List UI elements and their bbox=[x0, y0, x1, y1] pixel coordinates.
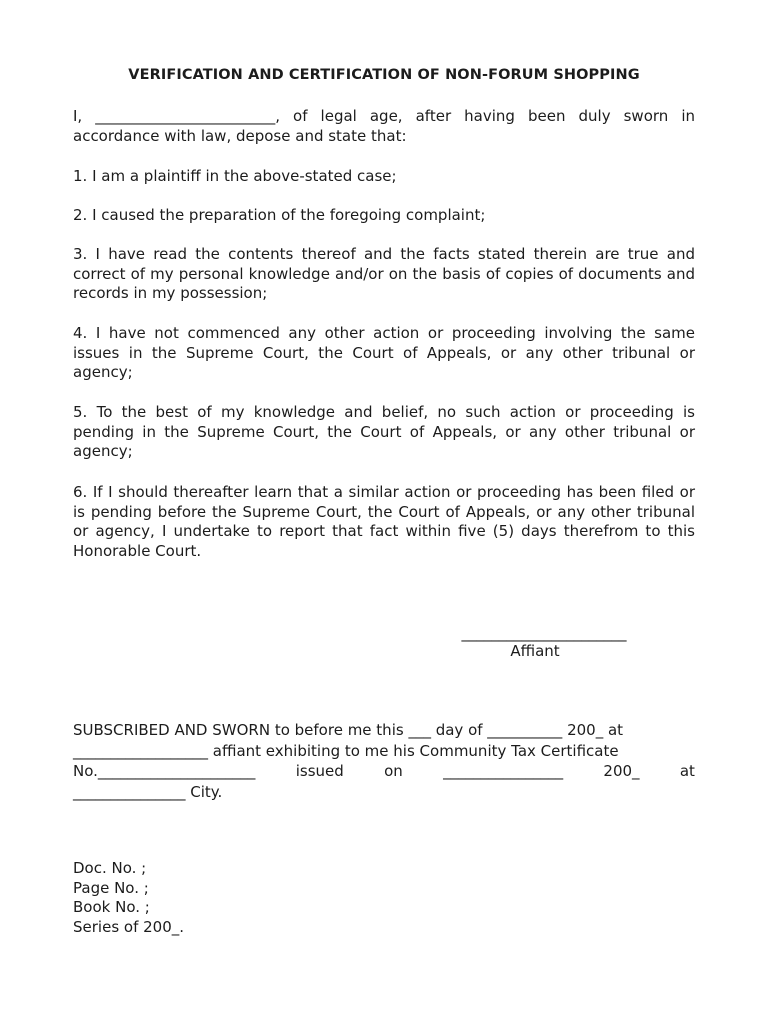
statement-3: 3. I have read the contents thereof and the facts stated therein are true and correct of my personal knowledge and/or on the basis of copies of documents and records in my possession; bbox=[73, 245, 695, 302]
series: Series of 200_. bbox=[73, 917, 185, 936]
statement-5: 5. To the best of my knowledge and belief, no such action or proceeding is pending in the Supreme Court, the Court of Appeals, or any other tribunal or agency; bbox=[73, 403, 695, 460]
doc-no: Doc. No. ; bbox=[73, 859, 147, 877]
jurat-line-4 bbox=[73, 782, 695, 803]
jurat-city: _______________ City. bbox=[73, 782, 223, 801]
jurat-line-2-text: __________________ affiant exhibiting to me his Community Tax Certificate bbox=[73, 741, 619, 760]
statement-4: 4. I have not commenced any other action or proceeding involving the same issues in the Supreme Court, the Court of Appeals, or any other tribunal or agency; bbox=[73, 324, 695, 381]
jurat-word-on: on bbox=[384, 762, 403, 780]
jurat-line-1-text: SUBSCRIBED AND SWORN to before me this ___ day of __________ 200_ at bbox=[73, 721, 624, 739]
notarial-register-block bbox=[73, 859, 184, 937]
jurat-line-2 bbox=[73, 741, 695, 762]
jurat-block bbox=[73, 720, 695, 802]
statement-2: 2. I caused the preparation of the foregoing complaint; bbox=[73, 206, 486, 224]
affiant-signature-line: ______________________ bbox=[461, 624, 627, 642]
book-no: Book No. ; bbox=[73, 898, 150, 916]
statement-6: 6. If I should thereafter learn that a similar action or proceeding has been filed or is pending before the Supreme Court, the Court of Appeals, or any other tribunal or agency, I undertake to report that fact within five (5) days therefrom to this Honorable Court. bbox=[73, 483, 695, 560]
jurat-word-issued: issued bbox=[295, 762, 344, 780]
jurat-ctc-number: No._____________________ bbox=[73, 762, 256, 780]
jurat-line-1 bbox=[73, 720, 695, 741]
jurat-issue-year: 200_ bbox=[603, 762, 640, 780]
page-no: Page No. ; bbox=[73, 878, 149, 897]
jurat-word-at: at bbox=[679, 762, 695, 780]
document-title: VERIFICATION AND CERTIFICATION OF NON-FORUM SHOPPING bbox=[128, 67, 640, 83]
affiant-label: Affiant bbox=[510, 642, 560, 660]
intro-paragraph: I, ________________________, of legal age, after having been duly sworn in accordance with law, depose and state that: bbox=[73, 107, 695, 145]
jurat-issue-date: ________________ bbox=[443, 762, 564, 780]
jurat-line-3 bbox=[73, 761, 695, 782]
statement-1: 1. I am a plaintiff in the above-stated case; bbox=[73, 167, 397, 185]
